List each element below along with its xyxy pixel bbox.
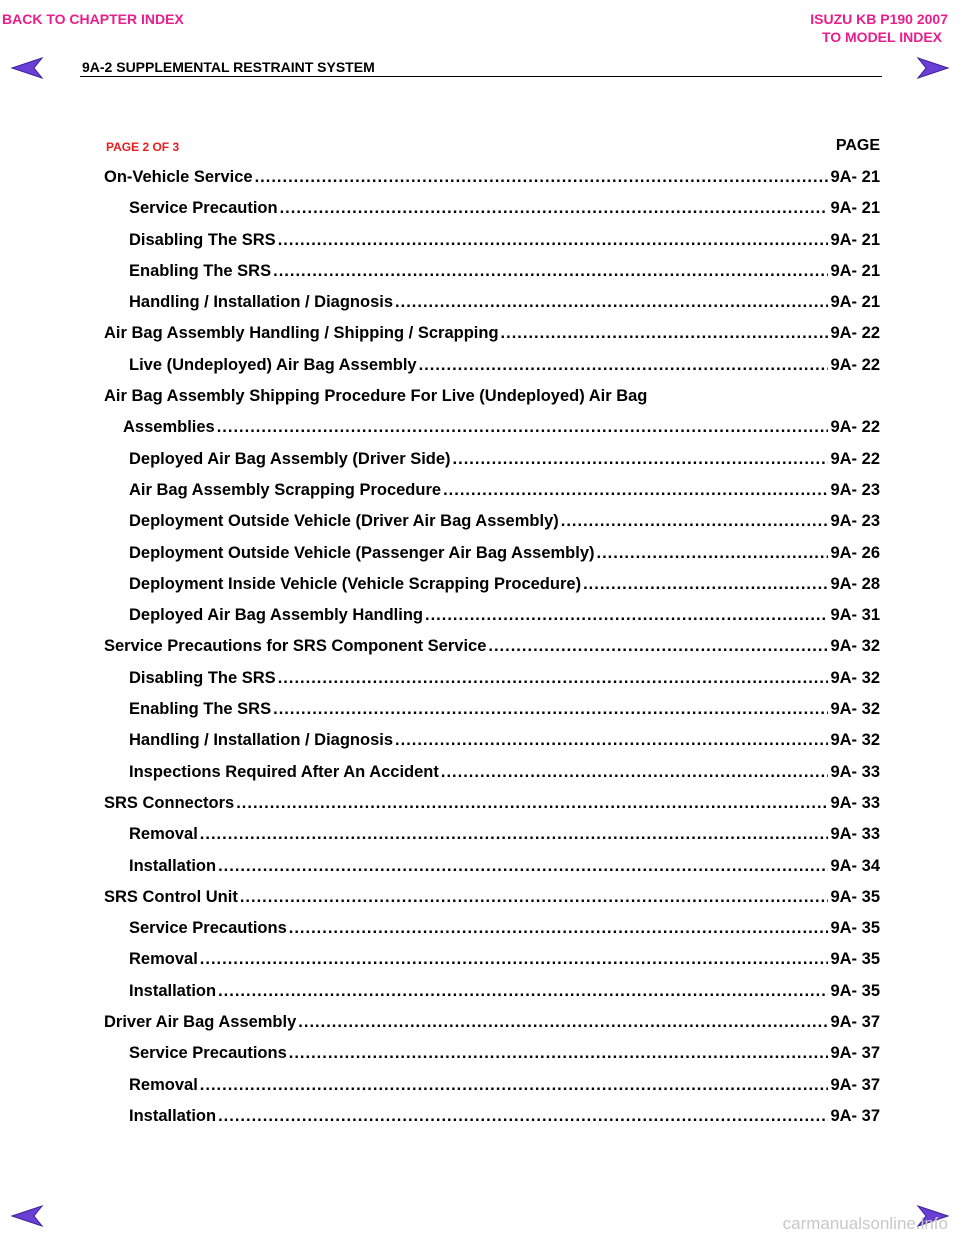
model-title-link[interactable]: ISUZU KB P190 2007 [810, 11, 948, 27]
toc-entry-page: 9A- 32 [830, 668, 880, 687]
toc-entry-title: Disabling The SRS [129, 668, 276, 687]
toc-entry[interactable] [104, 262, 880, 293]
toc-entry[interactable] [104, 606, 880, 637]
toc-entry-title: Live (Undeployed) Air Bag Assembly [129, 355, 417, 374]
toc-dot-leader [278, 669, 829, 688]
toc-dot-leader [289, 1044, 829, 1063]
toc-dot-leader [443, 481, 828, 500]
toc-entry-title: Air Bag Assembly Scrapping Procedure [129, 480, 442, 499]
toc-entry-title: On-Vehicle Service [104, 168, 253, 186]
toc-dot-leader [561, 512, 829, 531]
toc-entry-page: 9A- 26 [830, 543, 880, 562]
toc-dot-leader [218, 857, 828, 876]
toc-entry[interactable] [104, 825, 880, 856]
table-of-contents [104, 168, 880, 1138]
next-page-right-arrow-icon[interactable] [916, 56, 950, 80]
toc-entry-title: Handling / Installation / Diagnosis [129, 731, 394, 750]
toc-entry-title: Disabling The SRS [129, 230, 276, 249]
toc-entry-title: Removal [129, 950, 198, 969]
toc-entry[interactable] [104, 1076, 880, 1107]
toc-dot-leader [597, 544, 829, 563]
toc-entry-title: Deployment Outside Vehicle (Driver Air Bag Assembly) [129, 512, 559, 531]
toc-entry-page: 9A- 35 [830, 887, 880, 906]
toc-entry[interactable] [104, 199, 880, 230]
toc-entry-page: 9A- 35 [830, 950, 880, 969]
toc-entry-page: 9A- 37 [830, 1075, 880, 1094]
toc-entry[interactable] [104, 1013, 880, 1044]
toc-entry-page: 9A- 23 [830, 512, 880, 531]
toc-dot-leader [200, 950, 829, 969]
toc-entry-title: SRS Connectors [104, 793, 235, 812]
toc-entry[interactable] [104, 1107, 880, 1138]
toc-dot-leader [488, 637, 828, 656]
toc-dot-leader [395, 731, 828, 750]
toc-entry[interactable] [104, 982, 880, 1013]
toc-entry[interactable] [104, 1044, 880, 1075]
toc-entry[interactable] [104, 450, 880, 481]
toc-dot-leader [273, 700, 828, 719]
toc-entry[interactable] [104, 857, 880, 888]
toc-entry[interactable] [104, 669, 880, 700]
toc-entry-title: Driver Air Bag Assembly [104, 1013, 297, 1032]
toc-entry-title: Service Precautions [129, 919, 287, 938]
toc-entry-title: Removal [129, 1075, 198, 1094]
toc-entry-page: 9A- 21 [830, 230, 880, 249]
toc-entry[interactable] [104, 700, 880, 731]
toc-dot-leader [298, 1013, 828, 1032]
toc-entry-page: 9A- 37 [830, 1044, 880, 1063]
toc-entry-page: 9A- 37 [830, 1106, 880, 1125]
page-column-label: PAGE [835, 137, 880, 154]
toc-entry[interactable] [104, 356, 880, 387]
toc-entry-page: 9A- 33 [830, 762, 880, 781]
toc-entry-title: Service Precautions [129, 1044, 287, 1063]
toc-entry[interactable] [104, 387, 880, 418]
watermark: carmanualsonline.info [782, 1214, 948, 1233]
toc-entry-page: 9A- 21 [830, 261, 880, 280]
toc-dot-leader [236, 794, 828, 813]
toc-entry-title: Handling / Installation / Diagnosis [129, 293, 394, 312]
section-header-title: 9A-2 SUPPLEMENTAL RESTRAINT SYSTEM [82, 59, 375, 75]
toc-entry-page: 9A- 37 [830, 1013, 880, 1032]
toc-entry[interactable] [104, 324, 880, 355]
back-to-chapter-index-link[interactable]: BACK TO CHAPTER INDEX [2, 11, 184, 27]
toc-entry-title: Service Precaution [129, 199, 278, 218]
toc-entry-title: Deployment Inside Vehicle (Vehicle Scrapping Procedure) [129, 574, 582, 593]
toc-dot-leader [501, 324, 829, 343]
toc-dot-leader [200, 825, 829, 844]
toc-entry-page: 9A- 22 [830, 324, 880, 343]
header-divider [80, 76, 882, 77]
to-model-index-link[interactable]: TO MODEL INDEX [821, 29, 942, 45]
toc-entry[interactable] [104, 919, 880, 950]
toc-entry-page: 9A- 32 [830, 731, 880, 750]
toc-entry-page: 9A- 32 [830, 637, 880, 656]
toc-entry-page: 9A- 23 [830, 480, 880, 499]
toc-dot-leader [280, 199, 829, 218]
toc-entry-title: SRS Control Unit [104, 887, 238, 906]
toc-entry[interactable] [104, 794, 880, 825]
toc-entry-page: 9A- 22 [830, 418, 880, 437]
toc-entry[interactable] [104, 763, 880, 794]
toc-dot-leader [583, 575, 828, 594]
toc-entry[interactable] [104, 637, 880, 668]
toc-entry-page: 9A- 28 [830, 574, 880, 593]
toc-entry-page: 9A- 33 [830, 825, 880, 844]
toc-entry[interactable] [104, 168, 880, 199]
toc-entry-page: 9A- 33 [830, 793, 880, 812]
toc-entry-title: Service Precautions for SRS Component Service [104, 637, 487, 656]
toc-entry[interactable] [104, 731, 880, 762]
toc-entry[interactable] [104, 231, 880, 262]
toc-entry[interactable] [104, 481, 880, 512]
toc-entry[interactable] [104, 950, 880, 981]
toc-entry[interactable] [104, 888, 880, 919]
toc-dot-leader [425, 606, 828, 625]
toc-entry[interactable] [104, 575, 880, 606]
toc-entry-title: Enabling The SRS [129, 700, 272, 719]
toc-entry-title: Air Bag Assembly Shipping Procedure For Live (Undeployed) Air Bag [104, 387, 648, 406]
toc-entry-title: Deployed Air Bag Assembly (Driver Side) [129, 449, 451, 468]
toc-entry-title: Deployment Outside Vehicle (Passenger Air Bag Assembly) [129, 543, 595, 562]
toc-entry-title: Deployed Air Bag Assembly Handling [129, 606, 424, 625]
toc-entry-page: 9A- 34 [830, 856, 880, 875]
toc-entry-title: Removal [129, 825, 198, 844]
toc-entry-page: 9A- 22 [830, 449, 880, 468]
toc-entry-page: 9A- 35 [830, 981, 880, 1000]
toc-dot-leader [217, 418, 829, 437]
previous-page-left-arrow-icon[interactable] [10, 1204, 44, 1228]
toc-dot-leader [255, 168, 829, 187]
toc-entry[interactable] [104, 544, 880, 575]
toc-entry-title: Installation [129, 1106, 217, 1125]
toc-dot-leader [441, 763, 829, 782]
toc-dot-leader [200, 1076, 829, 1095]
toc-entry-page: 9A- 32 [830, 700, 880, 719]
toc-entry-page: 9A- 21 [830, 199, 880, 218]
toc-entry-title: Installation [129, 856, 217, 875]
toc-entry-page: 9A- 21 [830, 168, 880, 186]
toc-dot-leader [218, 1107, 828, 1126]
toc-dot-leader [240, 888, 829, 907]
toc-entry-page: 9A- 35 [830, 919, 880, 938]
page-counter: PAGE 2 OF 3 [106, 140, 180, 154]
toc-entry-title: Assemblies [123, 418, 215, 437]
toc-entry[interactable] [104, 418, 880, 449]
toc-dot-leader [289, 919, 829, 938]
toc-entry-title: Air Bag Assembly Handling / Shipping / Scrapping [104, 324, 499, 343]
toc-entry-title: Installation [129, 981, 217, 1000]
toc-dot-leader [218, 982, 828, 1001]
toc-entry-title: Inspections Required After An Accident [129, 762, 439, 781]
toc-entry-page: 9A- 31 [830, 606, 880, 625]
toc-dot-leader [453, 450, 829, 469]
previous-page-left-arrow-icon[interactable] [10, 56, 44, 80]
toc-entry[interactable] [104, 512, 880, 543]
toc-dot-leader [419, 356, 829, 375]
toc-entry[interactable] [104, 293, 880, 324]
toc-entry-page: 9A- 21 [830, 293, 880, 312]
toc-dot-leader [395, 293, 828, 312]
toc-entry-title: Enabling The SRS [129, 261, 272, 280]
toc-dot-leader [273, 262, 828, 281]
toc-dot-leader [278, 231, 829, 250]
toc-entry-page: 9A- 22 [830, 355, 880, 374]
